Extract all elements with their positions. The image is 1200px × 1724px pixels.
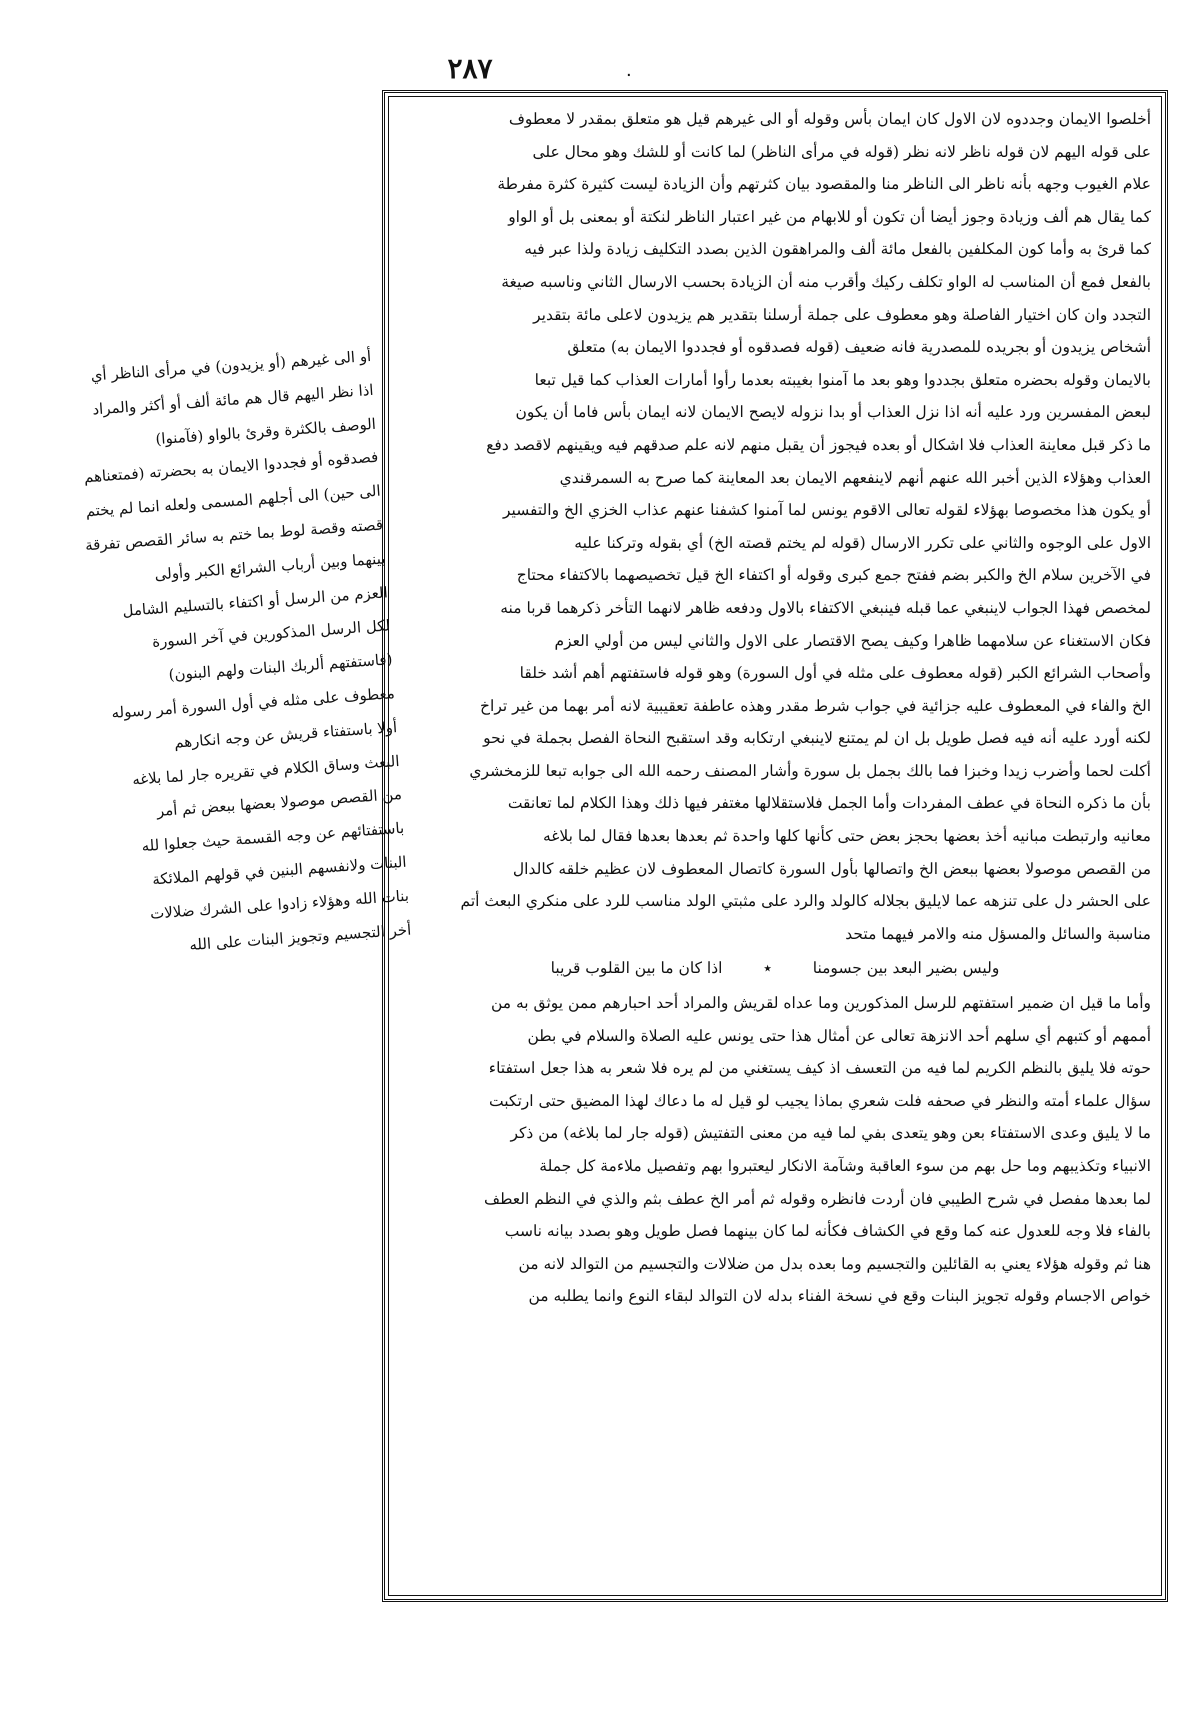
margin-line: فصدقوه أو فجددوا الايمان به بحضرته (فمتعناهم bbox=[83, 448, 379, 487]
margin-line: معطوف على مثله في أول السورة أمر رسوله bbox=[110, 684, 396, 722]
margin-line: اذا نظر اليهم قال هم مائة ألف أو أكثر والمراد bbox=[91, 380, 375, 419]
main-text-frame bbox=[382, 90, 1168, 1602]
text-line: من القصص موصولا بعضها ببعض الخ واتصالها بأول السورة كاتصال المعطوف لان عظيم خلقه كالدال bbox=[512, 859, 1151, 878]
text-line: في الآخرين سلام الخ والكبر بضم ففتح جمع كبرى وقوله أو اكتفاء الخ قيل تخصيصهما بالاكتفاء محتاج bbox=[516, 566, 1151, 585]
text-line: الخ والفاء في المعطوف عليه جزائية في جواب شرط مقدر وهذه عاطفة تعقيبية لانه أمر بهما من غير تراخ bbox=[480, 696, 1151, 715]
text-line: مناسبة والسائل والمسؤل منه والامر فيهما متحد bbox=[845, 924, 1151, 943]
text-line: أشخاص يزيدون أو بجريده للمصدرية فانه ضعيف (قوله فصدقوه أو فجددوا الايمان به) متعلق bbox=[567, 338, 1151, 357]
margin-gloss-text bbox=[19, 340, 413, 971]
text-line: التجدد وان كان اختيار الفاصلة وهو معطوف على جملة أرسلنا بتقدير هم يزيدون لاعلى مائة بتقدير bbox=[533, 305, 1151, 324]
text-line: هنا ثم وقوله هؤلاء يعني به القائلين والتجسيم وما بعده بدل من ضلالات والتجسيم من التوالد لانه من bbox=[518, 1254, 1151, 1273]
text-line: أممهم أو كتبهم أي سلهم أحد الانزهة تعالى عن أمثال هذا حتى يونس عليه الصلاة والسلام في بطن bbox=[527, 1026, 1151, 1045]
margin-line: أو الى غيرهم (أو يزيدون) في مرأى الناظر أي bbox=[90, 346, 372, 385]
text-line: لبعض المفسرين ورد عليه أنه اذا نزل العذاب أو بدا نزوله لايصح الايمان لانه ايمان بأس فاما أن يكون bbox=[515, 403, 1151, 422]
main-lines bbox=[399, 103, 1151, 950]
header-dot: ٠ bbox=[624, 64, 634, 85]
text-line: وأما ما قيل ان ضمير استفتهم للرسل المذكورين وما عداه لقريش والمراد أحد احبارهم ممن يوثق به من bbox=[490, 994, 1151, 1013]
text-line: على الحشر دل على تنزهه عما لايليق بجلاله كالولد والرد على مثبتي الولد مناسب للرد على منكري البعث أتم bbox=[460, 892, 1151, 911]
margin-line: أخر التجسيم وتجويز البنات على الله bbox=[188, 920, 412, 954]
margin-line: قصته وقصة لوط بما ختم به سائر القصص تفرقة bbox=[84, 515, 384, 555]
text-line: أو يكون هذا مخصوصا بهؤلاء لقوله تعالى الاقوم يونس لما آمنوا كشفنا عنهم عذاب الخزي الخ والتفسير bbox=[502, 501, 1151, 520]
text-line: كما قرئ به وأما كون المكلفين بالفعل مائة ألف والمراهقون الذين بصدد التكليف زيادة ولذا عبر فيه bbox=[524, 240, 1151, 259]
page-number: ٢٨٧ bbox=[447, 52, 493, 85]
text-line: معانيه وارتبطت مبانيه أخذ بعضها بحجز بعض حتى كأنها كلها واحدة ثم بعدها بعدها فقال لما بلاغه bbox=[543, 827, 1151, 846]
text-line: بالفعل فمع أن المناسب له الواو تكلف ركيك وأقرب منه أن الزيادة بحسب الارسال الثاني وناسبه صيغة bbox=[501, 272, 1151, 291]
verse-hemistich-first: وليس بضير البعد بين جسومنا bbox=[812, 959, 1000, 978]
margin-line: البنات ولانفسهم البنين في قولهم الملائكة bbox=[151, 852, 408, 889]
text-line: فكان الاستغناء عن سلامهما ظاهرا وكيف يصح الاقتصار على الاول والثاني ليس من أولي العزم bbox=[554, 631, 1151, 650]
text-line: خواص الاجسام وقوله تجويز البنات وقع في نسخة الفناء بدله لان التوالد لبقاء النوع وانما يطلبه من bbox=[528, 1287, 1151, 1306]
verse-separator: ٭ bbox=[763, 959, 772, 978]
text-line: الانبياء وتكذيبهم وما حل بهم من سوء العاقبة وشآمة الانكار ليعتبروا بهم وتفصيل ملاءمة كل جملة bbox=[539, 1157, 1151, 1175]
main-commentary-text bbox=[399, 103, 1151, 1313]
text-line: حوته فلا يليق بالنظم الكريم لما فيه من التعسف اذ كيف يستغني من لم يره فلا شعر به هذا جعل استفتاء bbox=[488, 1059, 1151, 1078]
text-line: على قوله اليهم لان قوله ناظر لانه نظر (قوله في مرأى الناظر) لما كانت أو للشك وهو محال على bbox=[532, 142, 1151, 161]
text-line: ما ذكر قبل معاينة العذاب فلا اشكال أو بعده فيجوز أن يقبل منهم لانه علم صدقهم فيه ويقينهم لاقصد دفع bbox=[486, 435, 1151, 454]
text-line: الاول على الوجوه والثاني على تكرر الارسال (قوله لم يختم قصته الخ) أي بقوله وتركنا عليه bbox=[574, 533, 1151, 552]
text-line: كما يقال هم ألف وزيادة وجوز أيضا أن تكون أو للابهام من غير اعتبار الناظر لنكتة أو بمعنى بل أو الواو bbox=[508, 207, 1151, 226]
margin-line: البعث وساق الكلام في تقريره جار لما بلاغه bbox=[131, 751, 401, 789]
margin-line: (فاستفتهم ألربك البنات ولهم البنون) bbox=[168, 650, 393, 685]
text-line: علام الغيوب وجهه بأنه ناظر الى الناظر منا والمقصود بيان كثرتهم وأن الزيادة ليست كثيرة كثرة مفرطة bbox=[497, 175, 1151, 194]
poetry-verse bbox=[399, 952, 1151, 985]
margin-line: العزم من الرسل أو اكتفاء بالتسليم الشامل bbox=[121, 582, 389, 620]
verse-hemistich-second: اذا كان ما بين القلوب قريبا bbox=[550, 959, 723, 978]
text-line: لمخصص فهذا الجواب لاينبغي عما قبله فينبغي الاكتفاء بالاول ودفعه ظاهر لانهما التأخر ذكرهما قربا منه bbox=[500, 598, 1151, 617]
text-line: بالايمان وقوله بحضره متعلق بجددوا وهو بعد ما آمنوا بغيبته بعدما رأوا أمارات العذاب كما قيل تبعا bbox=[534, 370, 1151, 389]
margin-line: بنات الله وهؤلاء زادوا على الشرك ضلالات bbox=[149, 886, 410, 923]
margin-line: بينهما وبين أرباب الشرائع الكبر وأولى bbox=[154, 549, 386, 584]
text-line: أكلت لحما وأضرب زيدا وخبزا فما بالك بجمل بل سورة وأشار المصنف رحمه الله الى جوابه تبعا للزمخشري bbox=[469, 761, 1151, 780]
text-line: سؤال علماء أمته والنظر في صحفه فلت شعري بماذا يجيب لو قيل له ما دعاك لهذا المضيق حتى ارتكبت bbox=[489, 1091, 1151, 1110]
text-line: العذاب وهؤلاء الذين أخبر الله عنهم أنهم لاينفعهم الايمان بعد المعاينة كما صرح به السمرقندي bbox=[559, 468, 1151, 487]
text-line: بأن ما ذكره النحاة في عطف المفردات وأما الجمل فلاستقلالها مغتفر فيها ذلك وهذا الكلام لما تعانقت bbox=[507, 794, 1151, 813]
text-line: لكنه أورد عليه أنه فيه فصل طويل بل ان لم يمتنع لاينبغي ارتكابه وقد استقبح النحاة الفصل بجملة في نحو bbox=[483, 729, 1151, 748]
margin-line: الوصف بالكثرة وقرئ بالواو (فآمنوا) bbox=[154, 414, 377, 448]
text-line: ما لا يليق وعدى الاستفتاء بعن وهو يتعدى بفي لما فيه من معنى التفتيش (قوله جار لما بلاغه) من ذكر bbox=[510, 1124, 1151, 1143]
margin-line: لكل الرسل المذكورين في آخر السورة bbox=[151, 616, 391, 652]
text-line: أخلصوا الايمان وجددوه لان الاول كان ايمان بأس وقوله أو الى غيرهم قيل هو متعلق بمقدر لا معطوف bbox=[508, 110, 1151, 128]
margin-line: من القصص موصولا بعضها ببعض ثم أمر bbox=[156, 785, 403, 821]
text-line: وأصحاب الشرائع الكبر (قوله معطوف على مثله في أول السورة) وهو قوله فاستفتهم أهم أشد خلقا bbox=[519, 664, 1151, 683]
margin-line: باستفتائهم عن وجه القسمة حيث جعلوا لله bbox=[141, 818, 405, 856]
text-line: بالفاء فلا وجه للعدول عنه كما وقع في الكشاف فكأنه لما كان بينهما فصل طويل وهو بصدد بيانه ناسب bbox=[504, 1222, 1151, 1241]
text-line: لما بعدها مفصل في شرح الطيبي فان أردت فانظره وقوله ثم أمر الخ عطف بثم والذي في النظم العطف bbox=[484, 1189, 1151, 1208]
main-lines-after bbox=[399, 987, 1151, 1313]
margin-line: الى حين) الى أجلهم المسمى ولعله انما لم يختم bbox=[85, 481, 382, 521]
margin-line: أولا باستفتاء قريش عن وجه انكارهم bbox=[173, 717, 398, 752]
